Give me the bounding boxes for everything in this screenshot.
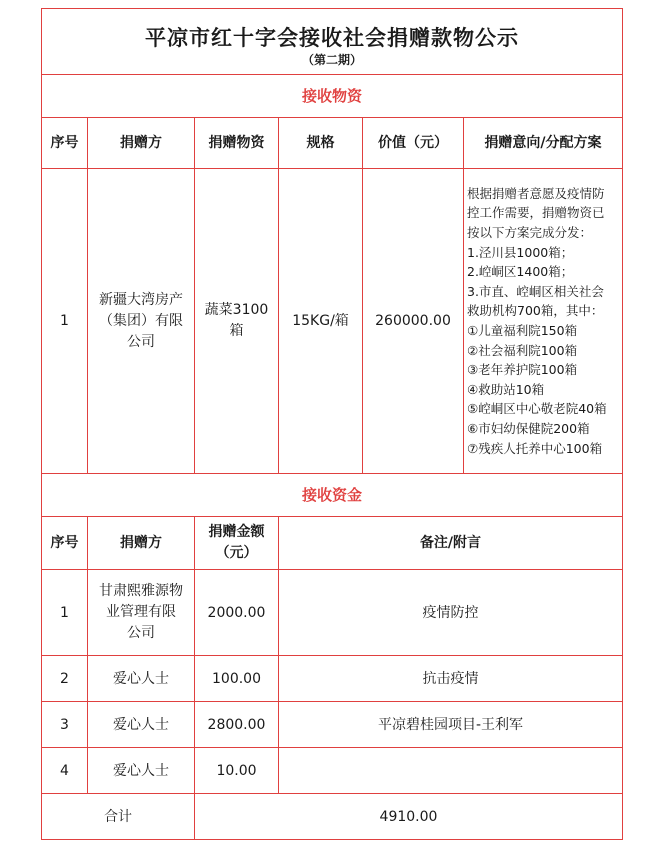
total-label: 合计 — [42, 794, 195, 840]
materials-header-donor: 捐赠方 — [88, 118, 195, 169]
materials-header-item: 捐赠物资 — [195, 118, 279, 169]
materials-header-value: 价值（元） — [363, 118, 464, 169]
funds-row-donor: 爱心人士 — [88, 702, 195, 748]
donation-table — [41, 8, 623, 840]
plan-line: ③老年养护院100箱 — [467, 362, 578, 378]
plan-line: 2.崆峒区1400箱； — [467, 264, 574, 280]
materials-section-title: 接收物资 — [42, 75, 623, 118]
funds-header-no: 序号 — [42, 517, 88, 570]
funds-row-no: 2 — [42, 656, 88, 702]
funds-header-note: 备注/附言 — [279, 517, 623, 570]
plan-line: 按以下方案完成分发： — [467, 225, 593, 241]
donor-line: 公司 — [127, 333, 155, 350]
plan-line: 救助机构700箱，其中： — [467, 303, 604, 319]
item-line: 蔬菜3100 — [204, 302, 269, 318]
plan-line: ④救助站10箱 — [467, 381, 545, 397]
materials-header-spec: 规格 — [279, 118, 363, 169]
plan-line: ⑥市妇幼保健院200箱 — [467, 420, 590, 436]
funds-row — [42, 656, 623, 702]
page-title: 平凉市红十字会接收社会捐赠款物公示 — [145, 25, 519, 50]
funds-row-no: 1 — [42, 570, 88, 656]
materials-row-item — [195, 169, 279, 474]
funds-row-donor — [88, 570, 195, 656]
item-line: 箱 — [229, 323, 244, 339]
funds-header-amount — [195, 517, 279, 570]
total-value: 4910.00 — [195, 794, 623, 840]
funds-row-amount: 10.00 — [195, 748, 279, 794]
funds-row-no: 3 — [42, 702, 88, 748]
funds-section-title: 接收资金 — [42, 474, 623, 517]
funds-row-note: 平凉碧桂园项目-王利军 — [279, 702, 623, 748]
donor-line: 新疆大湾房产 — [99, 291, 183, 308]
funds-row — [42, 748, 623, 794]
title-cell — [42, 9, 623, 75]
funds-row-note: 抗击疫情 — [279, 656, 623, 702]
funds-row-donor: 爱心人士 — [88, 748, 195, 794]
materials-row-value: 260000.00 — [363, 169, 464, 474]
materials-row-plan — [464, 169, 623, 474]
materials-header-no: 序号 — [42, 118, 88, 169]
total-row — [42, 794, 623, 840]
plan-line: ②社会福利院100箱 — [467, 342, 578, 358]
amount-header-line: （元） — [215, 545, 258, 561]
donor-line: （集团）有限 — [99, 312, 183, 329]
materials-row-no: 1 — [42, 169, 88, 474]
funds-header-donor: 捐赠方 — [88, 517, 195, 570]
plan-line: 1.泾川县1000箱； — [467, 244, 574, 260]
amount-header-line: 捐赠金额 — [208, 524, 265, 540]
donor-line: 甘肃熙雅源物 — [99, 583, 183, 599]
plan-line: 控工作需要，捐赠物资已 — [467, 205, 605, 221]
materials-header-plan: 捐赠意向/分配方案 — [464, 118, 623, 169]
funds-row-amount: 100.00 — [195, 656, 279, 702]
donor-line: 业管理有限 — [106, 604, 176, 620]
donor-line: 公司 — [127, 625, 155, 641]
plan-line: ⑤崆峒区中心敬老院40箱 — [467, 401, 607, 417]
materials-row — [42, 169, 623, 474]
plan-line: 3.市直、崆峒区相关社会 — [467, 283, 604, 299]
funds-row-note — [279, 748, 623, 794]
funds-row-donor: 爱心人士 — [88, 656, 195, 702]
funds-row-amount: 2000.00 — [195, 570, 279, 656]
materials-row-spec: 15KG/箱 — [279, 169, 363, 474]
funds-row-amount: 2800.00 — [195, 702, 279, 748]
plan-line: ①儿童福利院150箱 — [467, 323, 578, 338]
page-subtitle: （第二期） — [301, 52, 362, 67]
funds-row-note: 疫情防控 — [279, 570, 623, 656]
funds-row-no: 4 — [42, 748, 88, 794]
funds-row — [42, 570, 623, 656]
plan-line: ⑦残疾人托养中心100箱 — [467, 440, 603, 456]
plan-line: 根据捐赠者意愿及疫情防 — [467, 185, 605, 201]
funds-row — [42, 702, 623, 748]
materials-row-donor — [88, 169, 195, 474]
